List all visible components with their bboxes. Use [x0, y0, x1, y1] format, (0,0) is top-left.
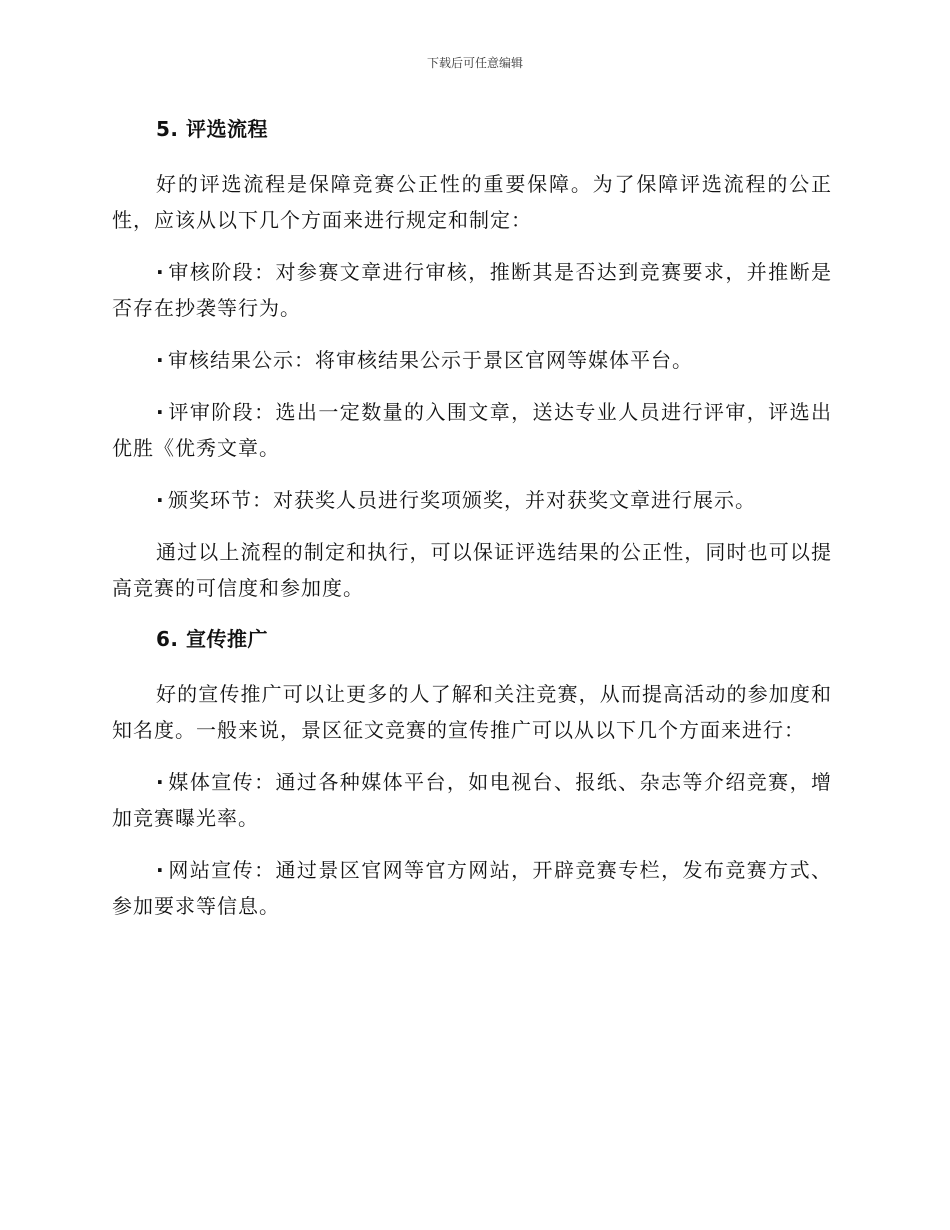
- bullet-dot-icon: ·: [156, 400, 165, 424]
- bullet-dot-icon: ·: [156, 770, 165, 794]
- section5-bullet-2: [112, 342, 832, 378]
- section5-bullet-4: [112, 482, 832, 518]
- section5-bullet-1: [112, 254, 832, 326]
- bullet-text: 审核结果公示：将审核结果公示于景区官网等媒体平台。: [168, 348, 693, 372]
- header-note: 下载后可任意编辑: [426, 56, 523, 70]
- section5-bullet-3: [112, 394, 832, 466]
- section6-bullet-2: [112, 852, 832, 924]
- section6-bullet-1: [112, 764, 832, 836]
- bullet-dot-icon: ·: [156, 260, 165, 284]
- document-body: [112, 112, 832, 940]
- section-heading-6: 6. 宣传推广: [156, 627, 268, 651]
- section-heading-5: 5. 评选流程: [156, 117, 268, 141]
- bullet-text: 评审阶段：选出一定数量的入围文章，送达专业人员进行评审，评选出优胜《优秀文章。: [112, 400, 832, 460]
- section6-intro: 好的宣传推广可以让更多的人了解和关注竞赛，从而提高活动的参加度和知名度。一般来说，景区征文竞赛的宣传推广可以从以下几个方面来进行：: [112, 682, 832, 742]
- section5-conclusion: 通过以上流程的制定和执行，可以保证评选结果的公正性，同时也可以提高竞赛的可信度和参加度。: [112, 540, 832, 600]
- bullet-text: 网站宣传：通过景区官网等官方网站，开辟竞赛专栏，发布竞赛方式、参加要求等信息。: [112, 858, 832, 918]
- bullet-dot-icon: ·: [156, 348, 165, 372]
- section5-intro: 好的评选流程是保障竞赛公正性的重要保障。为了保障评选流程的公正性，应该从以下几个方面来进行规定和制定：: [112, 172, 832, 232]
- bullet-text: 颁奖环节：对获奖人员进行奖项颁奖，并对获奖文章进行展示。: [168, 488, 756, 512]
- bullet-text: 媒体宣传：通过各种媒体平台，如电视台、报纸、杂志等介绍竞赛，增加竞赛曝光率。: [112, 770, 832, 830]
- bullet-dot-icon: ·: [156, 858, 165, 882]
- bullet-text: 审核阶段：对参赛文章进行审核，推断其是否达到竞赛要求，并推断是否存在抄袭等行为。: [112, 260, 832, 320]
- bullet-dot-icon: ·: [156, 488, 165, 512]
